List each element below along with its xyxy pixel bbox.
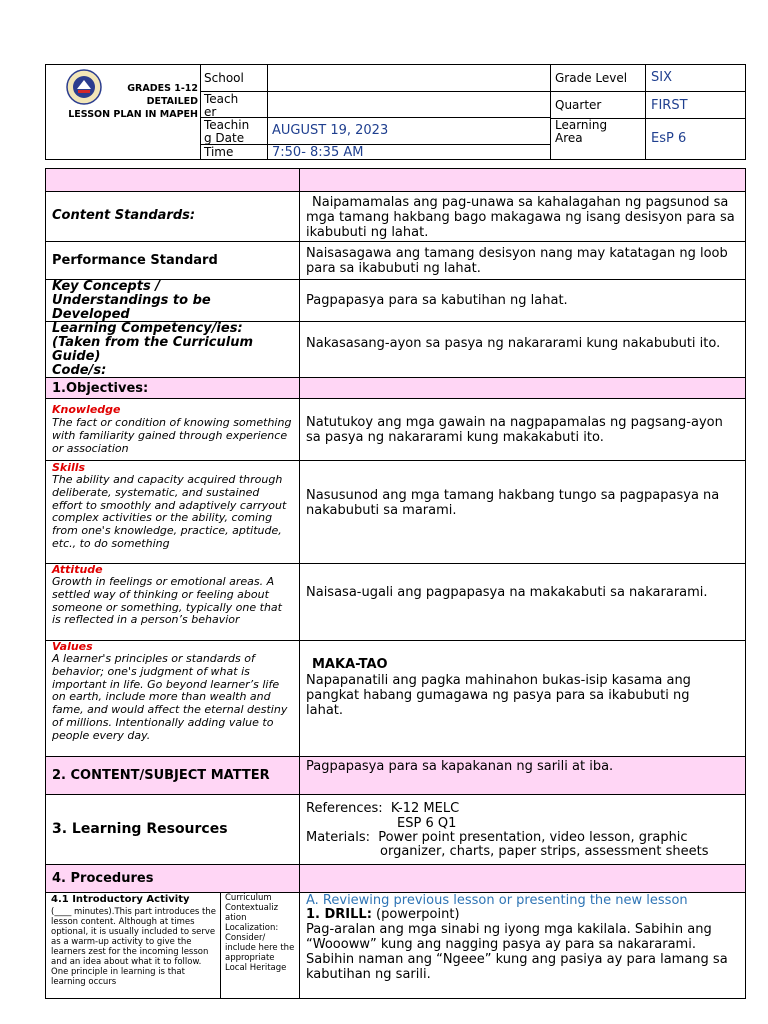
quarter-label: Quarter <box>555 98 602 112</box>
materials-line-2: organizer, charts, paper strips, assessment sheets <box>380 844 709 859</box>
knowledge-row <box>45 399 746 461</box>
lesson-plan-title: GRADES 1-12 DETAILED LESSON PLAN IN MAPEH <box>68 83 198 120</box>
materials-line-1: Materials: Power point presentation, video lesson, graphic <box>306 830 688 845</box>
values-title: Values <box>52 640 93 653</box>
time-value: 7:50- 8:35 AM <box>272 145 364 160</box>
skills-row <box>45 461 746 564</box>
attitude-title: Attitude <box>52 563 103 576</box>
school-label: School <box>204 71 244 85</box>
content-standards-label: Content Standards: <box>52 208 196 223</box>
content-subject-matter-value: Pagpapasya para sa kapakanan ng sarili at iba. <box>306 759 614 774</box>
teacher-label: Teach er <box>204 92 239 119</box>
procedures-row <box>45 865 746 893</box>
knowledge-value: Natutukoy ang mga gawain na nagpapamalas ng pagsang-ayon sa pasya ng nakararami kung makakabuti ito. <box>306 415 723 445</box>
drill-title: 1. DRILL: <box>306 907 372 922</box>
learning-resources-row <box>45 795 746 865</box>
knowledge-title: Knowledge <box>52 403 121 416</box>
objectives-row <box>45 378 746 399</box>
content-subject-matter-row <box>45 757 746 795</box>
teaching-date-label: Teachin g Date <box>204 118 250 145</box>
learning-resources-label: 3. Learning Resources <box>52 821 228 837</box>
learning-competency-value: Nakasasang-ayon sa pasya ng nakararami kung nakabubuti ito. <box>306 336 721 351</box>
grade-level-label: Grade Level <box>555 71 628 85</box>
references-line-1: References: K-12 MELC <box>306 801 460 816</box>
attitude-description: Growth in feelings or emotional areas. A settled way of thinking or feeling about someone or something, typically one that is reflected in a person’s behavior <box>52 575 282 627</box>
objectives-label: 1.Objectives: <box>52 381 149 396</box>
teaching-date-value: AUGUST 19, 2023 <box>272 123 389 138</box>
values-description: A learner's principles or standards of behavior; one's judgment of what is important in life. Go beyond learner’s life on earth, include more than wealth and fame, and would affect the eternal destiny of millions. Intentionally adding value to people every day. <box>52 652 288 742</box>
skills-description: The ability and capacity acquired through deliberate, systematic, and sustained effort to smoothly and adaptively carryout complex activities or the ability, coming from one's knowledge, practice, aptitude, etc., to do something <box>52 473 287 550</box>
values-value: Napapanatili ang pagka mahinahon bukas-isip kasama ang pangkat habang gumagawa ng pasya para sa ikabubuti ng lahat. <box>306 673 691 718</box>
learning-area-value: EsP 6 <box>651 131 687 146</box>
skills-value: Nasusunod ang mga tamang hakbang tungo sa pagpapasya na nakabubuti sa marami. <box>306 488 720 518</box>
curriculum-contextualization-note: Curriculum Contextualiz ation Localization: Consider/ include here the appropriate Local Heritage <box>225 893 295 973</box>
learning-competency-label: Learning Competency/ies: (Taken from the Curriculum Guide) Code/s: <box>52 321 253 378</box>
drill-note: (powerpoint) <box>371 907 460 922</box>
performance-standard-row <box>45 242 746 280</box>
content-subject-matter-label: 2. CONTENT/SUBJECT MATTER <box>52 768 270 783</box>
attitude-row <box>45 564 746 641</box>
blank-header-row <box>45 168 746 192</box>
key-concepts-label: Key Concepts / Understandings to be Developed <box>52 279 211 322</box>
skills-title: Skills <box>52 461 86 474</box>
header-table <box>45 64 746 160</box>
attitude-value: Naisasa-ugali ang pagpapasya na makakabuti sa nakararami. <box>306 585 708 600</box>
intro-activity-description: (____ minutes).This part introduces the lesson content. Although at times optional, it is usually included to serve as a warm-up activity to give the learners zest for the incoming lesson and an idea about what it to follow. One principle in learning is that learning occurs <box>51 907 217 987</box>
references-line-2: ESP 6 Q1 <box>397 816 457 831</box>
quarter-value: FIRST <box>651 98 688 113</box>
knowledge-description: The fact or condition of knowing something with familiarity gained through experience or association <box>52 416 292 455</box>
performance-standard-label: Performance Standard <box>52 253 218 268</box>
learning-area-label: Learning Area <box>555 118 608 145</box>
drill-text: Pag-aralan ang mga sinabi ng iyong mga kakilala. Sabihin ang “Woooww” kung ang nagging pasya ay para sa nakararami. Sabihin naman ang “Ngeee” kung ang pasiya ay para lamang sa kabutihan ng sarili. <box>306 922 728 982</box>
learning-competency-row <box>45 322 746 378</box>
introductory-activity-row <box>45 893 746 999</box>
key-concepts-value: Pagpapasya para sa kabutihan ng lahat. <box>306 293 568 308</box>
review-lesson-title: A. Reviewing previous lesson or presenting the new lesson <box>306 893 688 908</box>
content-standards-value: Naipamamalas ang pag-unawa sa kahalagahan ng pagsunod sa mga tamang hakbang bago makagawa ng isang desisyon para sa ikabubuti ng lahat. <box>306 195 735 240</box>
key-concepts-row <box>45 280 746 322</box>
intro-activity-title: 4.1 Introductory Activity <box>51 894 190 905</box>
values-row <box>45 641 746 757</box>
grade-level-value: SIX <box>651 70 672 85</box>
performance-standard-value: Naisasagawa ang tamang desisyon nang may katatagan ng loob para sa ikabubuti ng lahat. <box>306 246 728 276</box>
procedures-label: 4. Procedures <box>52 871 154 886</box>
time-label: Time <box>204 145 234 159</box>
values-heading: MAKA-TAO <box>312 657 388 672</box>
content-standards-row <box>45 192 746 242</box>
